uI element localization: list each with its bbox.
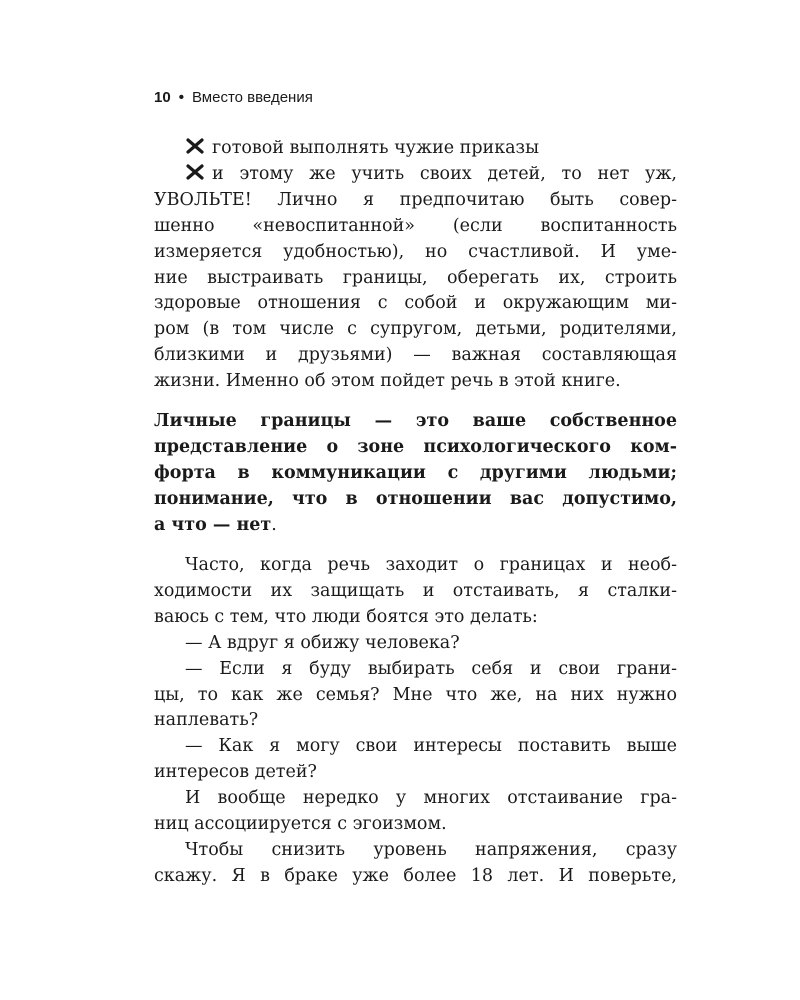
- text-line: Чтобы снизить уровень напряжения, сразу: [185, 839, 677, 860]
- paragraph-intro: [154, 136, 677, 395]
- bullet-text: готовой выполнять чужие приказы: [212, 138, 540, 158]
- section-title: Вместо введения: [191, 89, 313, 106]
- text-line: ние выстраивать границы, оберегать их, строить: [154, 267, 677, 288]
- dialogue-line: — Как я могу свои интересы поставить выше: [185, 736, 677, 757]
- text-line: интересов детей?: [154, 762, 317, 783]
- text-line: ваюсь с тем, что люди боятся это делать:: [154, 606, 538, 627]
- text-line: шенно «невоспитанной» (если воспитанность: [154, 215, 677, 236]
- text-line: измеряется удобностью), но счастливой. И уме-: [154, 241, 677, 262]
- header-separator: •: [178, 89, 184, 106]
- cross-icon: [185, 164, 205, 180]
- definition-line: Личные границы — это ваше собственное: [154, 411, 677, 431]
- text-line: ходимости их защищать и отстаивать, я сталки-: [154, 580, 677, 601]
- dialogue-line: — Если я буду выбирать себя и свои грани-: [185, 658, 677, 679]
- paragraph-main: [154, 553, 677, 890]
- definition-last-text: а что — нет: [154, 514, 272, 535]
- dialogue-line: — А вдруг я обижу человека?: [185, 632, 460, 653]
- text-line: цы, то как же семья? Мне что же, на них нужно: [154, 684, 677, 705]
- text-line: ром (в том числе с супругом, детьми, родителями,: [154, 319, 677, 340]
- text-line: скажу. Я в браке уже более 18 лет. И поверьте,: [154, 865, 677, 886]
- text-line: наплевать?: [154, 710, 259, 731]
- definition-period: .: [271, 514, 277, 535]
- bullet-line: [154, 136, 677, 162]
- definition-block: [154, 409, 677, 539]
- text-line: УВОЛЬТЕ! Лично я предпочитаю быть совер-: [154, 189, 677, 210]
- definition-line: форта в коммуникации с другими людьми;: [154, 462, 677, 483]
- bullet-text: и этому же учить своих детей, то нет уж,: [212, 163, 677, 184]
- text-line: здоровые отношения с собой и окружающим ми-: [154, 293, 677, 314]
- text-line: ниц ассоциируется с эгоизмом.: [154, 814, 447, 835]
- text-line: жизни. Именно об этом пойдет речь в этой книге.: [154, 371, 621, 392]
- page-number: 10: [154, 89, 171, 106]
- bullet-line: [154, 162, 677, 188]
- running-head: [154, 88, 313, 108]
- definition-line: представление о зоне психологического ком-: [154, 436, 677, 457]
- definition-line: [154, 513, 677, 539]
- text-line: И вообще нередко у многих отстаивание гра-: [185, 788, 677, 809]
- cross-icon: [185, 138, 205, 154]
- text-line: близкими и друзьями) — важная составляющая: [154, 345, 677, 366]
- definition-line: понимание, что в отношении вас допустимо,: [154, 488, 677, 509]
- text-line: Часто, когда речь заходит о границах и необ-: [185, 555, 677, 575]
